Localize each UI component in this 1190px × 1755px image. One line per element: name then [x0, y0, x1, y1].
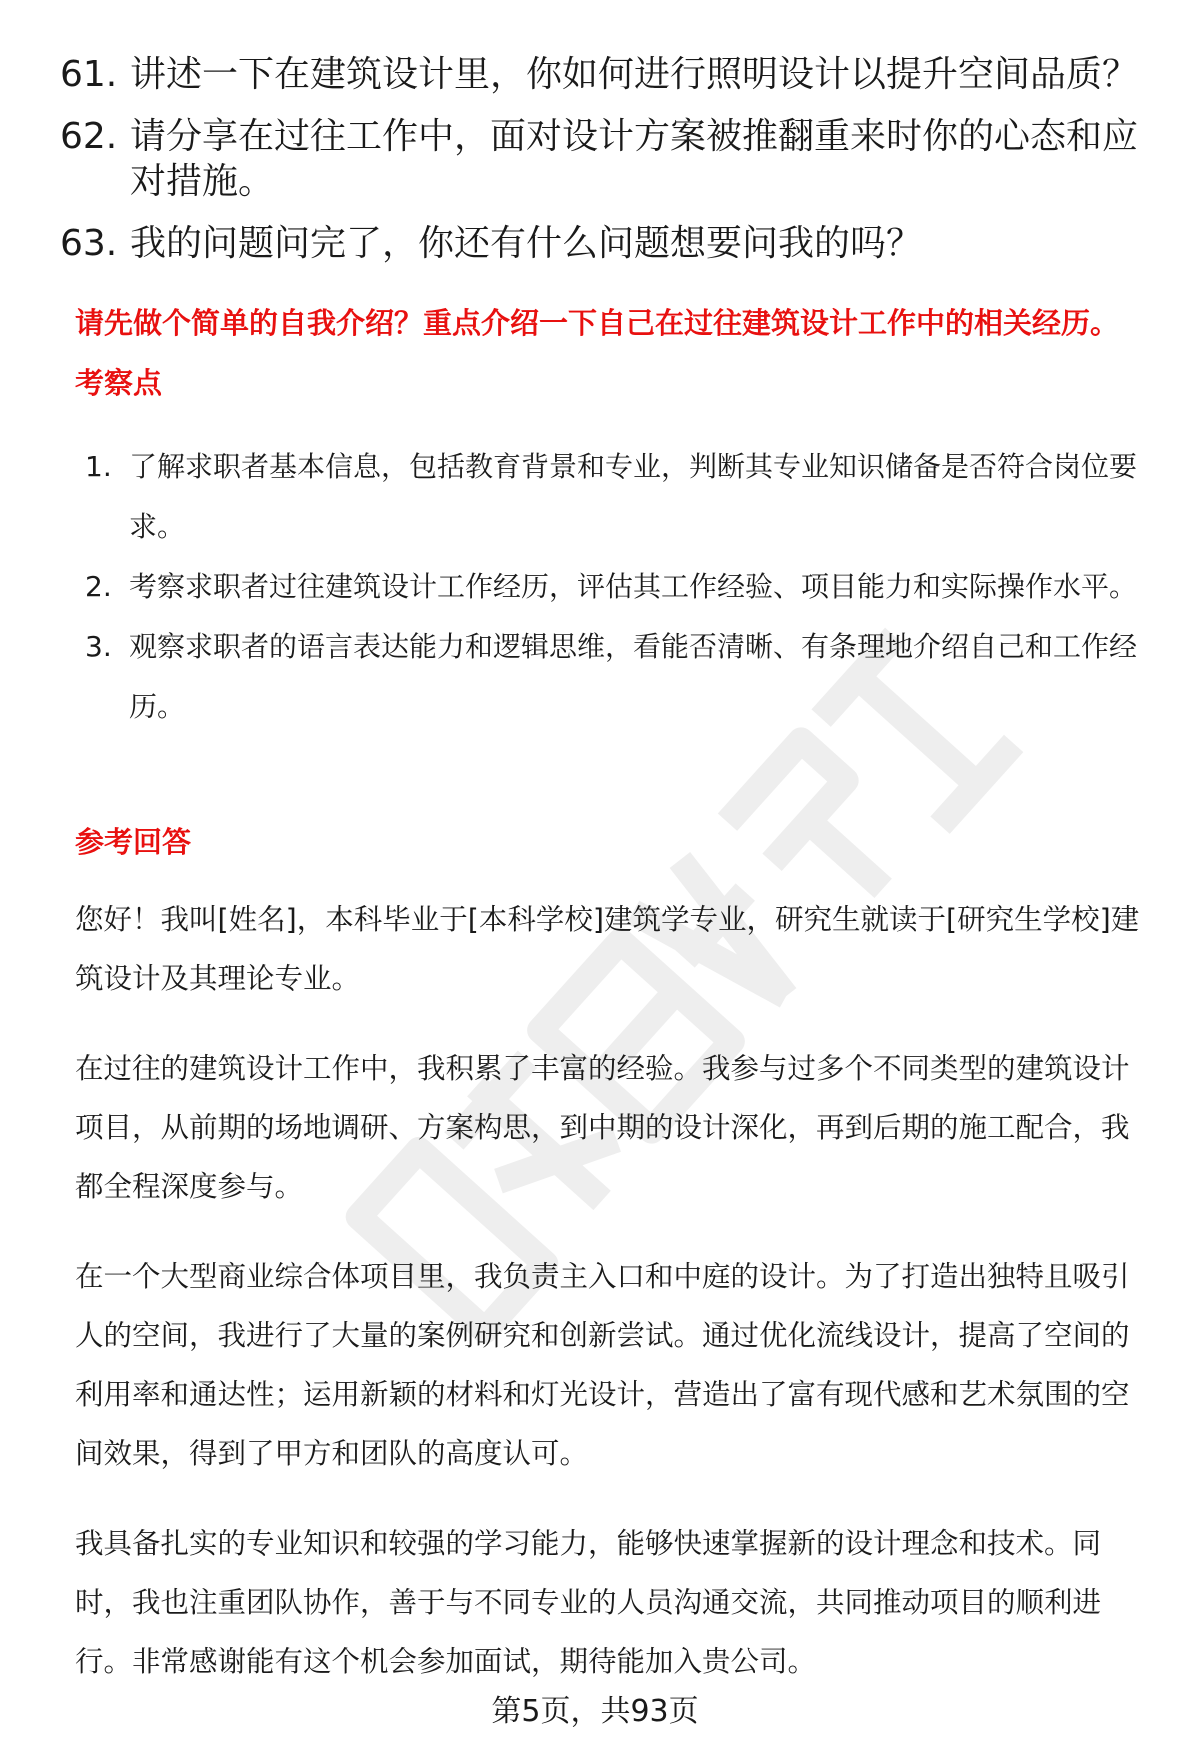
list-number: 1.	[85, 450, 112, 483]
answer-paragraph: 我具备扎实的专业知识和较强的学习能力，能够快速掌握新的设计理念和技术。同时，我也注重团队协作，善于与不同专业的人员沟通交流，共同推动项目的顺利进行。非常感谢能有这个机会参加面试，期待能加入贵公司。	[75, 1527, 1102, 1678]
exam-points-label: 考察点	[75, 366, 163, 400]
list-item	[85, 437, 1155, 557]
question-number: 62.	[60, 116, 118, 157]
list-text: 了解求职者基本信息，包括教育背景和专业，判断其专业知识储备是否符合岗位要求。	[129, 450, 1138, 543]
list-number: 2.	[85, 570, 112, 603]
question-list	[60, 52, 1160, 283]
list-item	[85, 617, 1155, 737]
answer-body	[75, 890, 1155, 1722]
question-number: 63.	[60, 223, 118, 264]
list-item	[85, 557, 1155, 617]
question-item	[60, 52, 1160, 97]
question-text: 我的问题问完了，你还有什么问题想要问我的吗？	[130, 223, 923, 264]
answer-paragraph: 在一个大型商业综合体项目里，我负责主入口和中庭的设计。为了打造出独特且吸引人的空间，我进行了大量的案例研究和创新尝试。通过优化流线设计，提高了空间的利用率和通达性；运用新颖的材料和灯光设计，营造出了富有现代感和艺术氛围的空间效果，得到了甲方和团队的高度认可。	[75, 1260, 1130, 1470]
answer-paragraph: 在过往的建筑设计工作中，我积累了丰富的经验。我参与过多个不同类型的建筑设计项目，从前期的场地调研、方案构思，到中期的设计深化，再到后期的施工配合，我都全程深度参与。	[75, 1052, 1130, 1203]
answer-label: 参考回答	[75, 825, 192, 859]
page-footer: 第5页，共93页	[491, 1694, 699, 1729]
list-text: 观察求职者的语言表达能力和逻辑思维，看能否清晰、有条理地介绍自己和工作经历。	[129, 630, 1138, 723]
list-text: 考察求职者过往建筑设计工作经历，评估其工作经验、项目能力和实际操作水平。	[129, 570, 1138, 603]
list-number: 3.	[85, 630, 112, 663]
main-question-heading: 请先做个简单的自我介绍？重点介绍一下自己在过往建筑设计工作中的相关经历。	[75, 306, 1120, 340]
question-text: 讲述一下在建筑设计里，你如何进行照明设计以提升空间品质？	[130, 54, 1139, 95]
answer-paragraph: 您好！我叫[姓名]，本科毕业于[本科学校]建筑学专业，研究生就读于[研究生学校]建筑设计及其理论专业。	[75, 903, 1140, 995]
question-number: 61.	[60, 54, 118, 95]
exam-points-list	[85, 437, 1155, 737]
question-text: 请分享在过往工作中，面对设计方案被推翻重来时你的心态和应对措施。	[130, 116, 1139, 202]
question-item	[60, 221, 1160, 266]
question-item	[60, 114, 1160, 204]
